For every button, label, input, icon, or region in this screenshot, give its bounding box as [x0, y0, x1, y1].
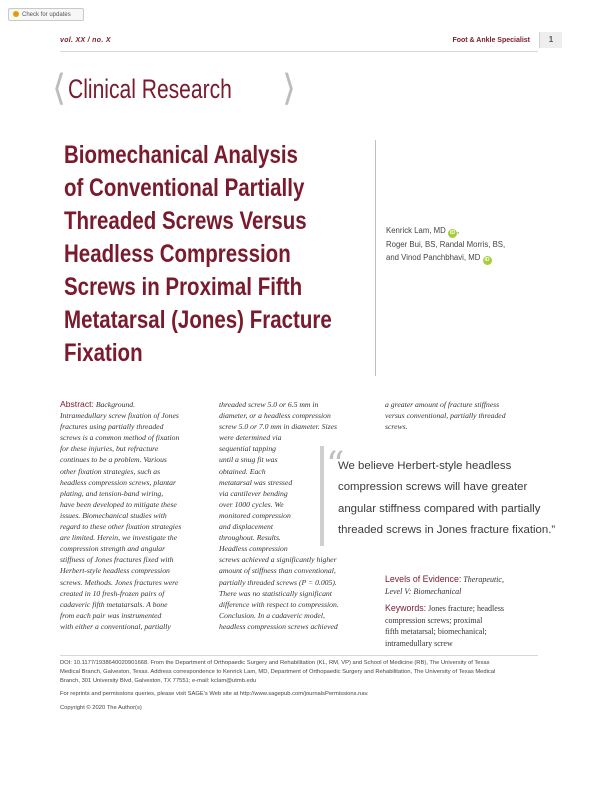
- author-lam: Kenrick Lam, MD: [386, 226, 446, 235]
- abstract-column-2: threaded screw 5.0 or 6.5 mm in diameter, or a headless compression screw 5.0 or 7.0 mm in diameter. Sizes were determined via sequential tapping until a snug fit was obtained. Each metatarsal was stressed via cantilever bending over 1000 cycles. We monitored compression and displacement throughout. Results. Headless compression screws achieved a significantly higher amount of stiffness than conventional, partially threaded screws (P = 0.005). There was no statistically significant difference with respect to compression. Conclusion. In a cadaveric model, headless compression screws achieved: [219, 400, 339, 631]
- section-open-bracket-icon: ⟨: [52, 68, 67, 109]
- keywords: Keywords: Jones fracture; headless compression screws; proximal fifth metatarsal; biomechanical; intramedullary screw: [385, 603, 505, 648]
- levels-of-evidence: Levels of Evidence: Therapeutic, Level V: Biomechanical: [385, 574, 504, 596]
- volume-issue: vol. XX / no. X: [60, 37, 111, 44]
- pull-quote: We believe Herbert-style headless compression screws will have greater angular stiffness compared with partially threaded screws in Jones fracture fixation.”: [338, 460, 556, 536]
- page-number: 1: [539, 32, 562, 48]
- title-line: Headless Compression: [64, 240, 291, 268]
- check-badge-label: Check for updates: [22, 12, 71, 18]
- article-title: [64, 139, 376, 370]
- author-panchbhavi: and Vinod Panchbhavi, MD: [386, 253, 481, 262]
- section-close-bracket-icon: ⟩: [282, 68, 297, 109]
- footer-copyright: Copyright © 2020 The Author(s): [60, 705, 142, 711]
- author-line: [386, 251, 556, 265]
- title-divider: [375, 140, 376, 376]
- title-line: of Conventional Partially: [64, 174, 305, 202]
- footer-affiliations: DOI: 10.1177/1938640020901668. From the Department of Orthopaedic Surgery and Rehabilitation (KL, RM, VP) and School of Medicine (RB), The University of Texas Medical Branch, Galveston, Texas. Address correspondence to Kenrick Lam, MD, Department of Orthopaedic Surgery and Rehabilitation, The University of Texas Medical Branch, 301 University Blvd, Galveston, TX 77551; e-mail: kclam@utmb.edu: [60, 660, 496, 684]
- orcid-icon[interactable]: iD: [449, 230, 455, 236]
- levels-label: Levels of Evidence:: [385, 574, 462, 584]
- author-line: Roger Bui, BS, Randal Morris, BS,: [386, 240, 506, 249]
- title-line: Fixation: [64, 339, 143, 367]
- footer-reprints[interactable]: For reprints and permissions queries, please visit SAGE’s Web site at http://www.sagepub.com/journalsPermissions.nav.: [60, 691, 369, 697]
- title-line: Biomechanical Analysis: [64, 141, 298, 169]
- abstract-label: Abstract:: [60, 399, 94, 409]
- abstract-column-3: a greater amount of fracture stiffness versus conventional, partially threaded screws.: [385, 400, 506, 432]
- pull-quote-rule: [320, 446, 324, 546]
- author-list: [386, 224, 556, 265]
- title-line: Screws in Proximal Fifth: [64, 273, 303, 301]
- orcid-icon[interactable]: iD: [484, 257, 490, 263]
- header-divider: [60, 51, 538, 52]
- title-line: Threaded Screws Versus: [64, 207, 307, 235]
- check-updates-icon: [13, 11, 19, 17]
- abstract-column-1: Abstract: Background. Intramedullary screw fixation of Jones fractures using partially threaded screws is a common method of fixation for these injuries, but refracture continues to be a problem. Various other fixation strategies, such as headless compression screws, plantar plating, and tension-band wiring, have been developed to mitigate these issues. Biomechanical studies with regard to these other fixation strategies are limited. Herein, we investigate the compression strength and angular stiffness of Jones fractures fixed with Herbert-style headless compression screws. Methods. Jones fractures were created in 10 fresh-frozen pairs of cadaveric fifth metatarsals. A bone from each pair was instrumented with either a conventional, partially: [60, 399, 182, 631]
- title-line: Metatarsal (Jones) Fracture: [64, 306, 332, 334]
- section-label: Clinical Research: [68, 74, 232, 104]
- quote-mark-icon: “: [326, 445, 345, 486]
- keywords-label: Keywords:: [385, 603, 427, 613]
- check-for-updates-badge[interactable]: [8, 8, 84, 21]
- author-line: Kenrick Lam, MD iD ,: [386, 226, 460, 236]
- journal-name: Foot & Ankle Specialist: [452, 37, 530, 44]
- footer-divider: [60, 655, 538, 656]
